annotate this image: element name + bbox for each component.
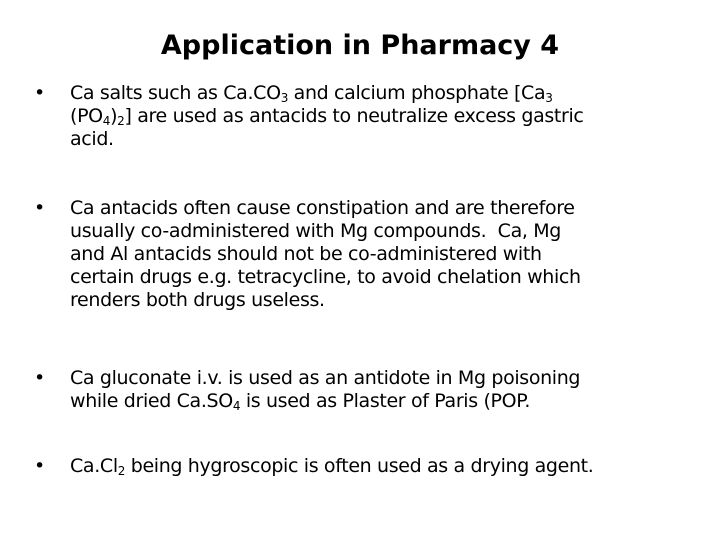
- subscript: 2: [117, 464, 126, 478]
- bullet-line: certain drugs e.g. tetracycline, to avoid chelation which: [70, 266, 581, 288]
- bullet-text: [70, 197, 694, 312]
- subscript: 3: [545, 91, 553, 105]
- slide-title: Application in Pharmacy 4: [160, 30, 560, 61]
- bullet-text: [70, 82, 694, 151]
- subscript: 4: [232, 399, 241, 413]
- bullet-icon: •: [34, 367, 45, 389]
- bullet-text: [70, 455, 694, 478]
- subscript: 3: [280, 91, 288, 105]
- bullet-line: acid.: [70, 128, 114, 150]
- bullet-line: $(PO_4)_2$] are used as antacids to neutralize excess gastric: [70, 105, 584, 128]
- bullet-icon: •: [34, 197, 45, 219]
- subscript: 2: [117, 114, 125, 128]
- bullet-item-drying-agent: [34, 455, 694, 478]
- bullet-item-gluconate: [34, 367, 694, 413]
- bullet-icon: •: [34, 82, 45, 104]
- bullet-line: $Ca.Cl_2$ being hygroscopic is often used as a drying agent.: [70, 455, 594, 478]
- bullet-text: [70, 367, 694, 413]
- bullet-line: usually co-administered with Mg compounds. Ca, Mg: [70, 220, 561, 242]
- bullet-line: Ca gluconate i.v. is used as an antidote in Mg poisoning: [70, 367, 581, 389]
- bullet-line: renders both drugs useless.: [70, 289, 325, 311]
- bullet-line: while dried $Ca.SO_4$ is used as Plaster of Paris (POP.: [70, 390, 531, 413]
- subscript: 4: [102, 114, 111, 128]
- bullet-line: Ca antacids often cause constipation and are therefore: [70, 197, 575, 219]
- bullet-line: Ca salts such as $Ca.CO_3$ and calcium phosphate [$Ca_3$: [70, 82, 553, 105]
- bullet-item-ca-salts-antacids: [34, 82, 694, 151]
- bullet-icon: •: [34, 455, 45, 477]
- bullet-item-constipation: [34, 197, 694, 312]
- bullet-line: and Al antacids should not be co-administered with: [70, 243, 542, 265]
